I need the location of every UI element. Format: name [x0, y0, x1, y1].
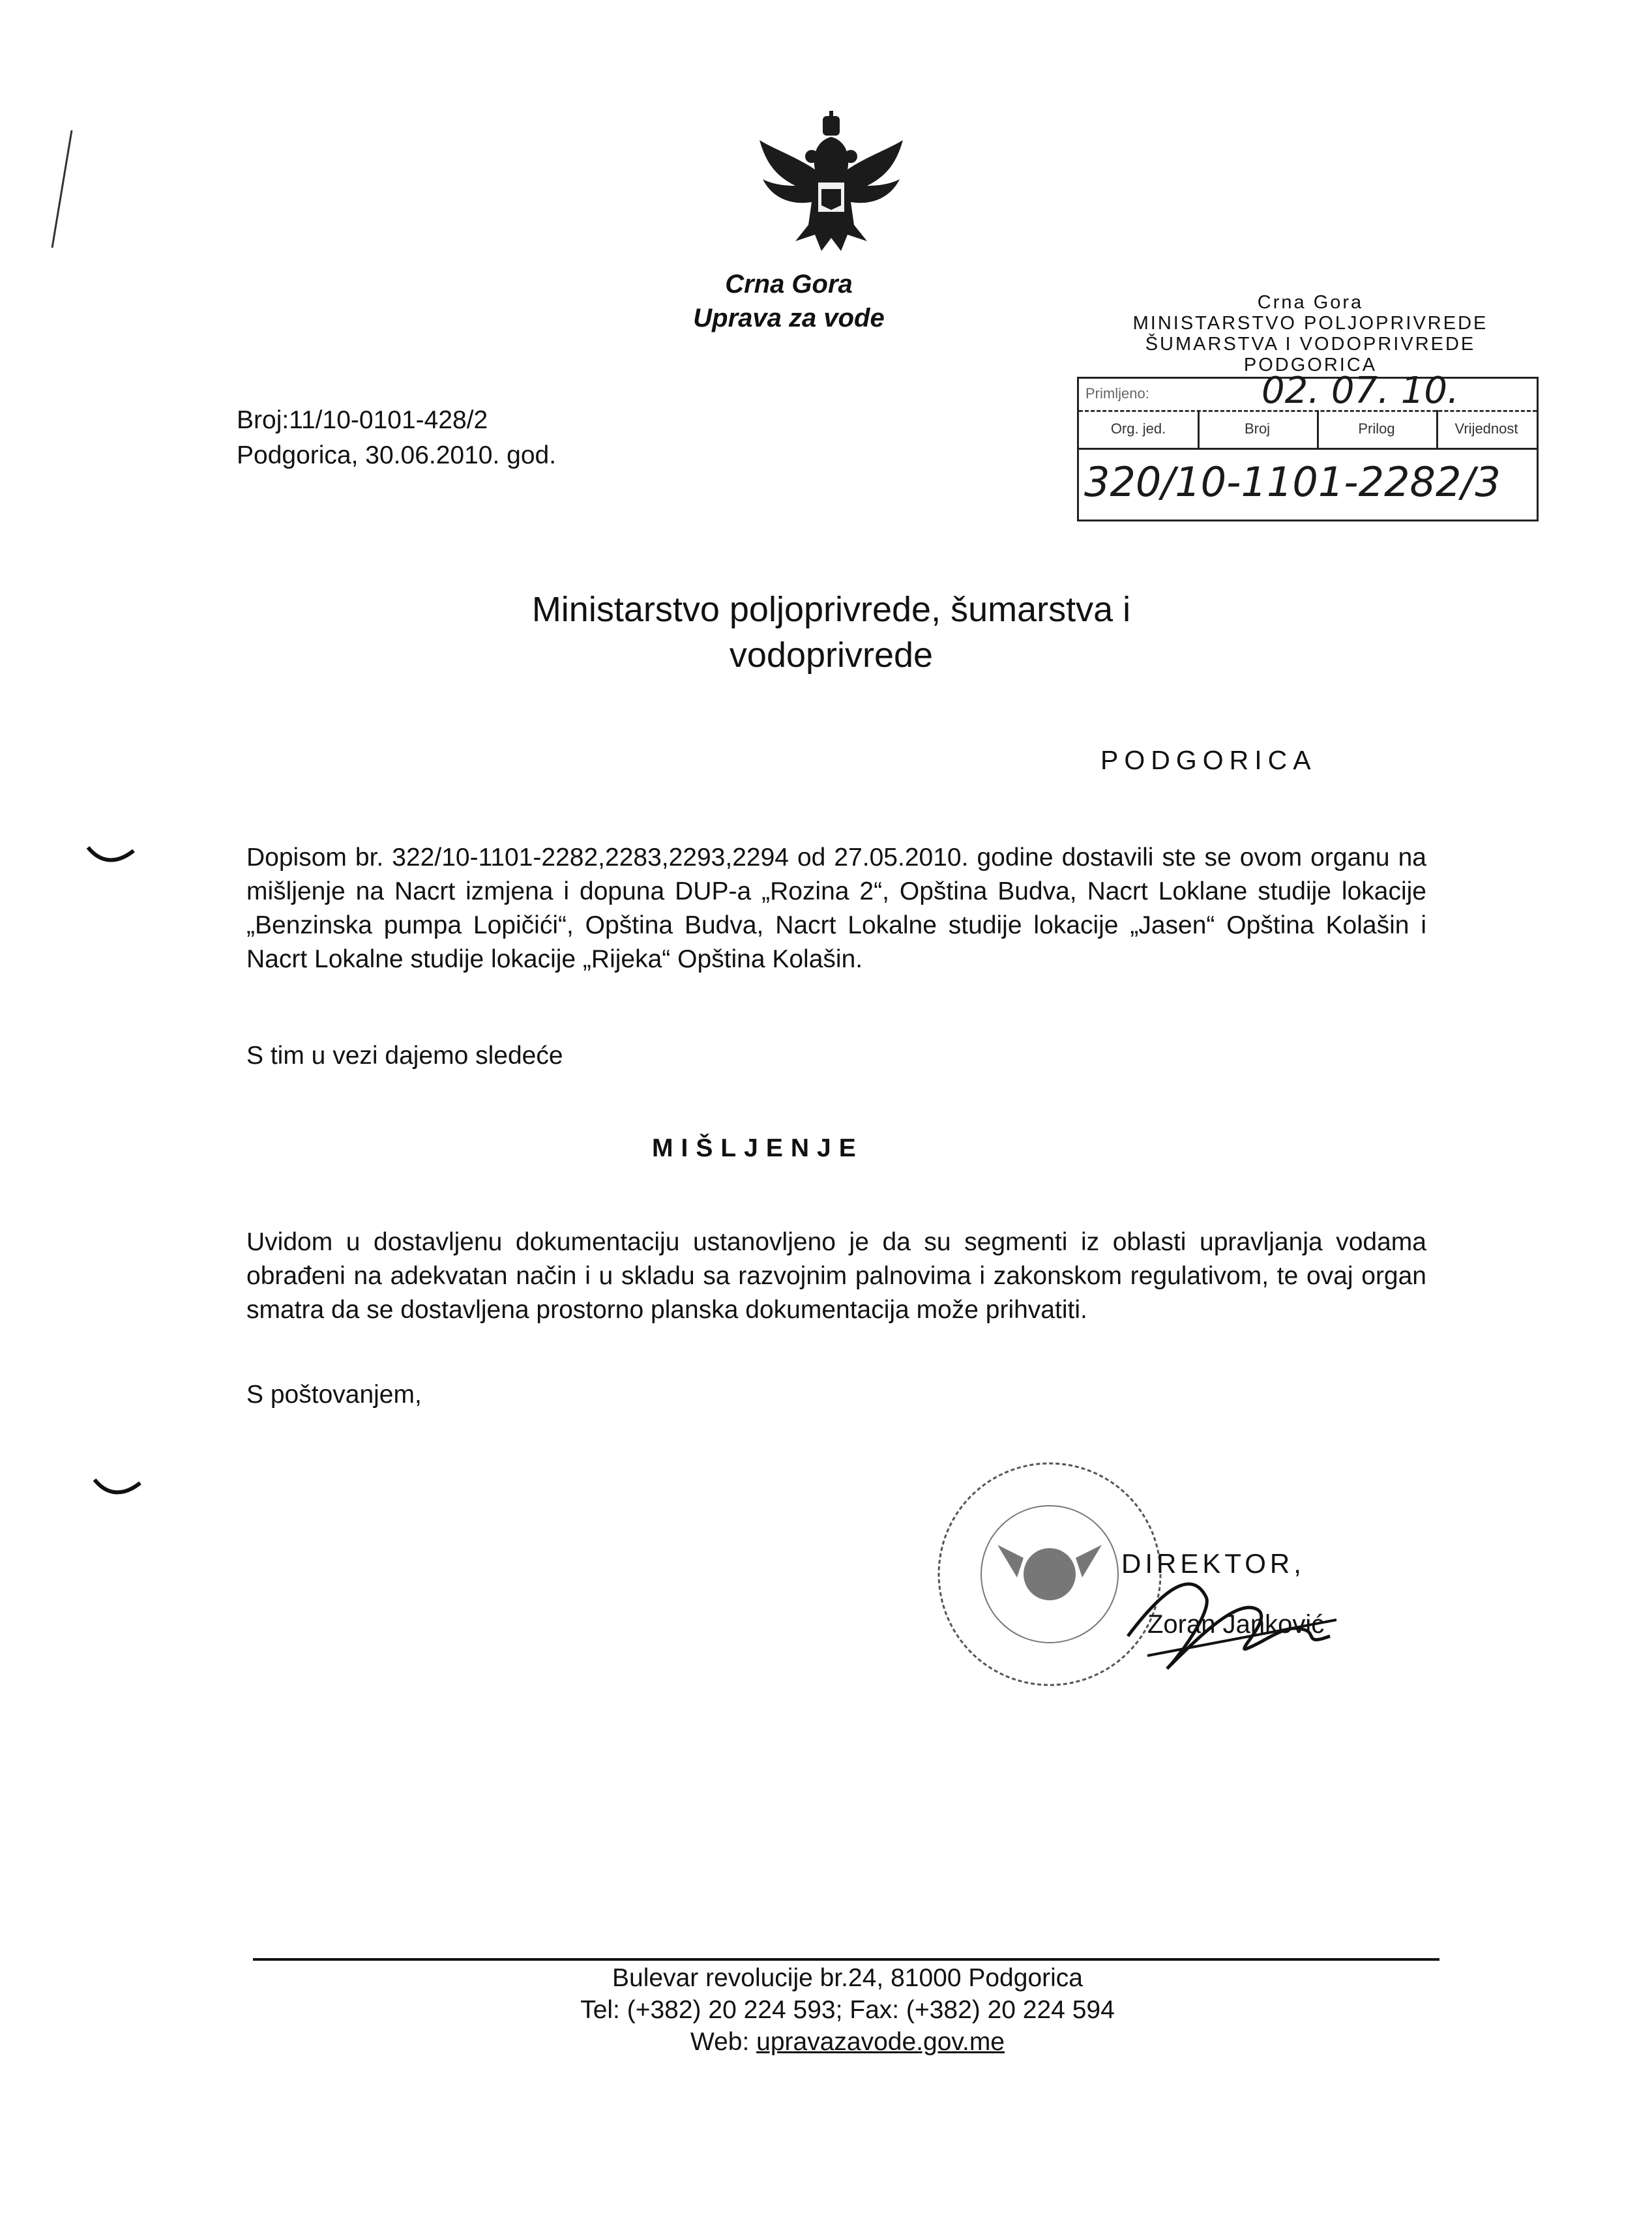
- stamp-handwritten-number: 320/10-1101-2282/3: [1084, 458, 1501, 506]
- footer-address: Bulevar revolucije br.24, 81000 Podgorica: [612, 1964, 1083, 1992]
- scan-artifact-mark: [39, 124, 117, 254]
- opinion-heading: MIŠLJENJE: [652, 1134, 864, 1162]
- footer-web-label: Web:: [690, 2028, 750, 2056]
- stamp-columns-row: [1079, 410, 1537, 450]
- stamp-col-attachment: Prilog: [1317, 410, 1438, 448]
- stamp-col-org: Org. jed.: [1079, 410, 1200, 448]
- recipient-name: Ministarstvo poljoprivrede, šumarstva i vodoprivrede: [531, 590, 1131, 675]
- stamp-received-row: [1079, 370, 1537, 412]
- stamp-line-sectors: ŠUMARSTVA I VODOPRIVREDE: [1145, 334, 1476, 355]
- director-name: Zoran Janković: [1147, 1610, 1325, 1639]
- received-stamp-header: [1076, 292, 1545, 375]
- transition-line: S tim u vezi dajemo sledeće: [246, 1042, 563, 1070]
- punch-mark-upper: [85, 838, 137, 870]
- recipient-city: PODGORICA: [1100, 745, 1317, 775]
- stamp-received-date: 02. 07. 10.: [1261, 370, 1459, 412]
- place-and-date: Podgorica, 30.06.2010. god.: [237, 441, 557, 469]
- reference-number: Broj:11/10-0101-428/2: [237, 406, 488, 434]
- stamp-line-city: PODGORICA: [1243, 355, 1378, 375]
- footer: [456, 1962, 1239, 2058]
- footer-web: [456, 2026, 1239, 2058]
- intro-paragraph: Dopisom br. 322/10-1101-2282,2283,2293,2294 od 27.05.2010. godine dostavili ste se ovom organu na mišljenje na Nacrt izmjena i dopuna DUP-a „Rozina 2“, Opština Budva, Nacrt Loklane studije lokacije „Benzinska pumpa Lopičići“, Opština Budva, Nacrt Lokalne studije lokacije „Jasen“ Opština Kolašin i Nacrt Lokalne studije lokacije „Rijeka“ Opština Kolašin.: [246, 843, 1426, 973]
- stamp-line-country: Crna Gora: [1257, 292, 1364, 313]
- coat-of-arms-icon: [750, 111, 913, 267]
- letterhead: [671, 267, 906, 335]
- punch-mark-lower: [91, 1470, 143, 1502]
- stamp-col-value: Vrijednost: [1454, 420, 1518, 437]
- received-stamp-table: [1077, 370, 1539, 521]
- director-title: DIREKTOR,: [1121, 1548, 1305, 1579]
- country-name: Crna Gora: [725, 270, 853, 299]
- stamp-received-label: Primljeno:: [1085, 385, 1149, 402]
- document-reference: [237, 403, 556, 473]
- footer-web-link[interactable]: upravazavode.gov.me: [756, 2028, 1005, 2056]
- opinion-paragraph: Uvidom u dostavljenu dokumentaciju ustanovljeno je da su segmenti iz oblasti upravljanja vodama obrađeni na adekvatan način i u skladu sa razvojnim palnovima i zakonskom regulativom, te ovaj organ smatra da se dostavljena prostorno planska dokumentacija može prihvatiti.: [246, 1228, 1426, 1324]
- closing-line: S poštovanjem,: [246, 1381, 422, 1409]
- footer-divider: [253, 1958, 1439, 1961]
- agency-name: Uprava za vode: [693, 304, 885, 332]
- footer-contacts: Tel: (+382) 20 224 593; Fax: (+382) 20 224 594: [580, 1996, 1115, 2024]
- stamp-col-number: Broj: [1198, 410, 1319, 448]
- signature-mark: [1108, 1558, 1356, 1688]
- stamp-line-ministry: MINISTARSTVO POLJOPRIVREDE: [1132, 313, 1488, 334]
